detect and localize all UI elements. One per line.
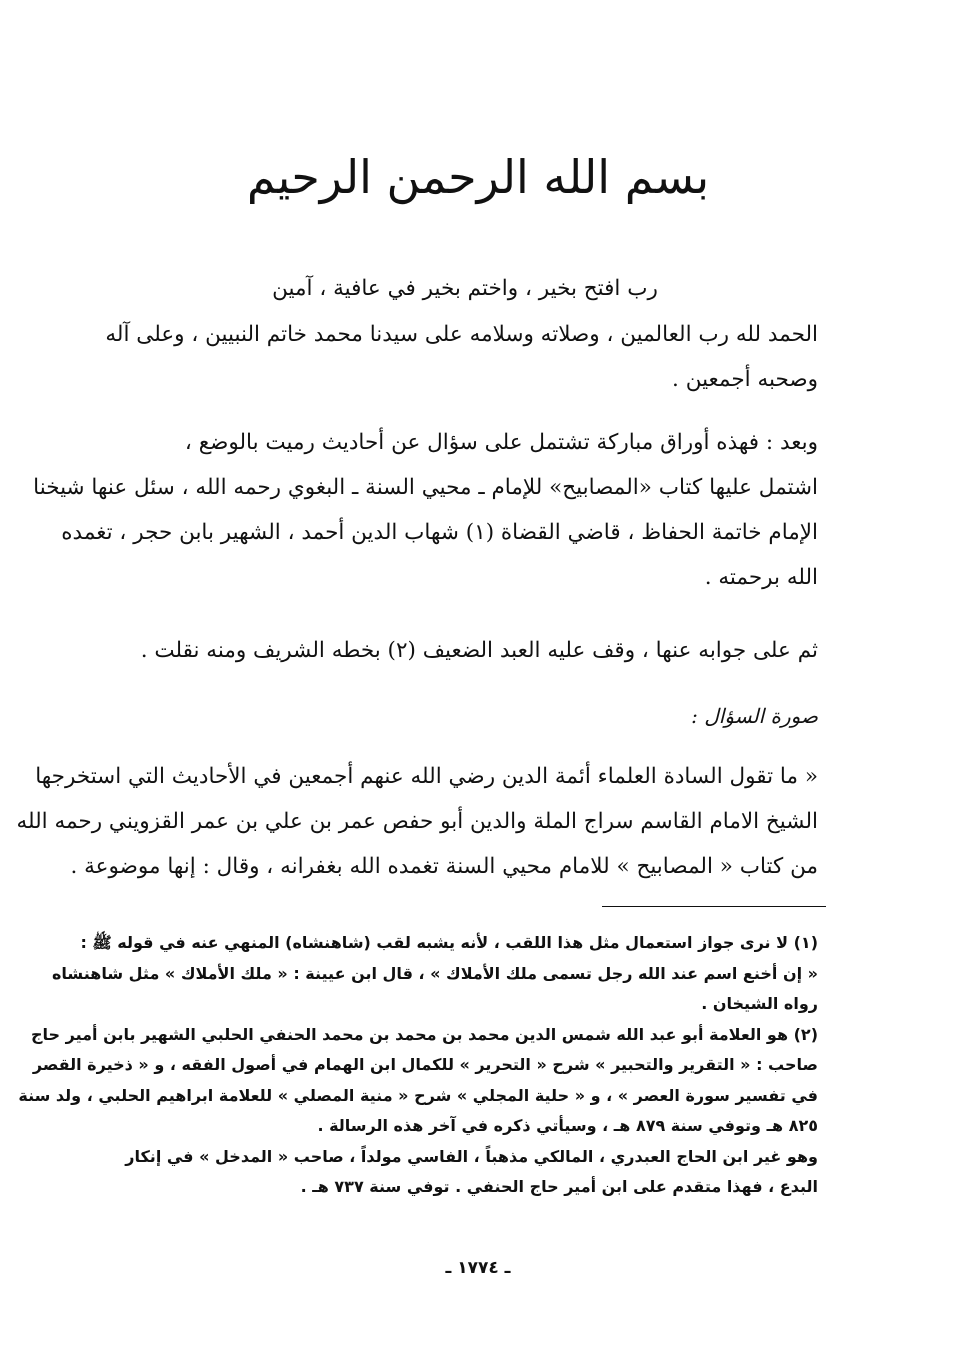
intro-line-4: الله برحمته . xyxy=(704,565,818,590)
praise-line-2: وصحبه أجمعين . xyxy=(672,367,818,392)
intro-line-2: اشتمل عليها كتاب «المصابيح» للإمام ـ محيي السنة ـ البغوي رحمه الله ، سئل عنها شيخنا xyxy=(33,475,818,500)
footnote-1-line-2: « إن أخنع اسم عند الله رجل تسمى ملك الأملاك » ، قال ابن عيينة : « ملك الأملاك » مثل شاهنشاه xyxy=(51,963,818,983)
praise-paragraph xyxy=(105,312,818,402)
transition-line: ثم على جوابه عنها ، وقف عليه العبد الضعيف (٢) بخطه الشريف ومنه نقلت . xyxy=(140,638,818,663)
footnote-2-line-6: البدع ، فهذا متقدم على ابن أمير حاج الحنفي . توفي سنة ٧٣٧ هـ . xyxy=(300,1177,818,1196)
opening-prayer-line: رب افتح بخير ، واختم بخير في عافية ، آمين xyxy=(272,276,658,301)
footnote-2-line-3: في تفسير سورة العصر » ، و « حلية المجلي » شرح « منية المصلي » للعلامة ابراهيم الحلبي ، ولد سنة xyxy=(18,1085,818,1105)
intro-line-1: وبعد : فهذه أوراق مباركة تشتمل على سؤال عن أحاديث رميت بالوضع ، xyxy=(184,430,818,455)
footnote-separator xyxy=(602,906,826,907)
footnote-2-line-2: صاحب : « التقرير والتحبير » شرح « التحرير » للكمال ابن الهمام في أصول الفقه ، و « ذخيرة القصر xyxy=(32,1055,818,1074)
intro-paragraph xyxy=(33,420,818,600)
question-paragraph xyxy=(16,754,818,889)
praise-line-1: الحمد لله رب العالمين ، وصلاته وسلامه على سيدنا محمد خاتم النبيين ، وعلى آله xyxy=(105,322,818,347)
footnote-2-line-5: وهو غير ابن الحاج العبدري ، المالكي مذهباً ، الفاسي مولداً ، صاحب « المدخل » في إنكار xyxy=(125,1146,818,1166)
page-number: ـ ١٧٧٤ ـ xyxy=(445,1258,511,1278)
opening-prayer xyxy=(112,266,818,311)
question-line-3: من كتاب « المصابيح » للامام محيي السنة تغمده الله بغفرانه ، وقال : إنها موضوعة . xyxy=(70,854,818,879)
transition-paragraph xyxy=(112,628,818,673)
footnote-2-line-4: ٨٢٥ هـ وتوفي سنة ٨٧٩ هـ ، وسيأتي ذكره في آخر هذه الرسالة . xyxy=(317,1116,818,1135)
question-line-1: « ما تقول السادة العلماء أئمة الدين رضي الله عنهم أجمعين في الأحاديث التي استخرجها xyxy=(35,764,818,789)
question-heading: صورة السؤال : xyxy=(691,704,818,728)
footnote-2-line-1: (٢) هو العلامة أبو عبد الله شمس الدين محمد بن محمد بن محمد الحنفي الحلبي الشهير بابن أمير حاج xyxy=(31,1024,818,1044)
question-line-2: الشيخ الامام القاسم سراج الملة والدين أبو حفص عمر بن علي بن عمر القزويني رحمه الله xyxy=(16,809,818,834)
intro-line-3: الإمام خاتمة الحفاظ ، قاضي القضاة (١) شهاب الدين أحمد ، الشهير بابن حجر ، تغمده xyxy=(61,520,818,545)
question-heading-block xyxy=(112,694,818,739)
footnotes-section xyxy=(18,928,818,1203)
footnote-1-line-3: رواه الشيخان . xyxy=(701,994,818,1013)
footnote-1-line-1: (١) لا نرى جواز استعمال مثل هذا اللقب ، لأنه يشبه لقب (شاهنشاه) المنهي عنه في قوله ﷺ : xyxy=(80,933,818,952)
basmala-heading: بسم الله الرحمن الرحيم xyxy=(246,150,710,204)
